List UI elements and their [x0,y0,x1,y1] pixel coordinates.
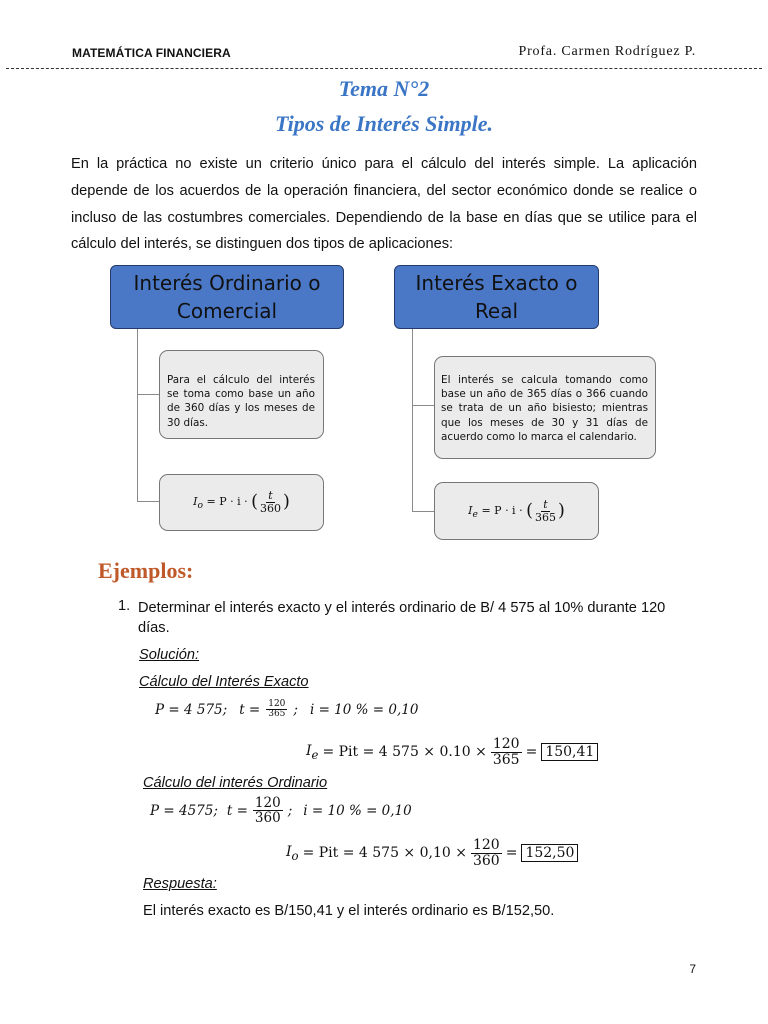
exact-interest-formula: $I_e = P \cdot i$ · ( $\frac{t}{365}$ ) [434,482,599,540]
exact-interest-result: 150,41 [541,743,598,761]
answer-text: El interés exacto es B/150,41 y el interés ordinario es B/152,50. [143,903,555,919]
ordinary-interest-formula: $I_o = P \cdot i$ · ( $\frac{t}{360}$ ) [159,474,324,531]
page-number: 7 [689,962,696,976]
header-divider [6,68,762,69]
exact-interest-heading: Interés Exacto o Real [394,265,599,329]
solution-label: Solución: [139,647,200,663]
ordinary-interest-heading: Interés Ordinario o Comercial [110,265,344,329]
answer-label: Respuesta: [143,876,217,892]
exact-given-values: P = 4 575; t = $\frac{120}{365}$ ; i = 10 % = 0,10 [155,699,419,720]
ordinary-calculation-label: Cálculo del interés Ordinario [143,775,328,791]
topic-number-title: Tema N°2 [338,76,430,101]
topic-title: Tipos de Interés Simple. [275,111,493,136]
example-item-text: Determinar el interés exacto y el interés ordinario de B/ 4 575 al 10% durante 120 días. [138,600,666,636]
exact-interest-calculation: $I_e$ = Pit = 4 575 × 0.10 × $\frac{120}{365}$ = 150,41 [306,737,598,767]
header-course-title: MATEMÁTICA FINANCIERA [72,46,231,60]
exact-connector-vertical [412,329,413,511]
ordinary-interest-result: 152,50 [521,844,578,862]
ordinary-given-values: P = 4575; t = $\frac{120}{360}$ ; i = 10 % = 0,10 [150,795,412,827]
example-item-number: 1. [118,598,131,614]
header-author: Profa. Carmen Rodríguez P. [518,44,696,59]
exact-interest-description: El interés se calcula tomando como base un año de 365 días o 366 cuando se trata de un año bisiesto; mientras que los meses de 30 y 31 días de acuerdo como lo marca el calendario. [434,356,656,459]
examples-heading: Ejemplos: [98,558,194,583]
exact-calculation-label: Cálculo del Interés Exacto [139,674,309,690]
ordinary-connector-branch-2 [137,501,159,502]
ordinary-connector-vertical [137,329,138,501]
ordinary-connector-branch-1 [137,394,159,395]
ordinary-interest-description: Para el cálculo del interés se toma como base un año de 360 días y los meses de 30 días. [159,350,324,439]
exact-connector-branch-2 [412,511,434,512]
ordinary-interest-calculation: $I_o$ = Pit = 4 575 × 0,10 × $\frac{120}{360}$ = 152,50 [286,838,578,868]
exact-connector-branch-1 [412,405,434,406]
intro-paragraph: En la práctica no existe un criterio único para el cálculo del interés simple. La aplicación depende de los acuerdos de la operación financiera, del sector económico donde se realice o incluso de las costumbres comerciales. Dependiendo de la base en días que se utilice para el cálculo del interés, se distinguen dos tipos de aplicaciones: [71,156,697,253]
